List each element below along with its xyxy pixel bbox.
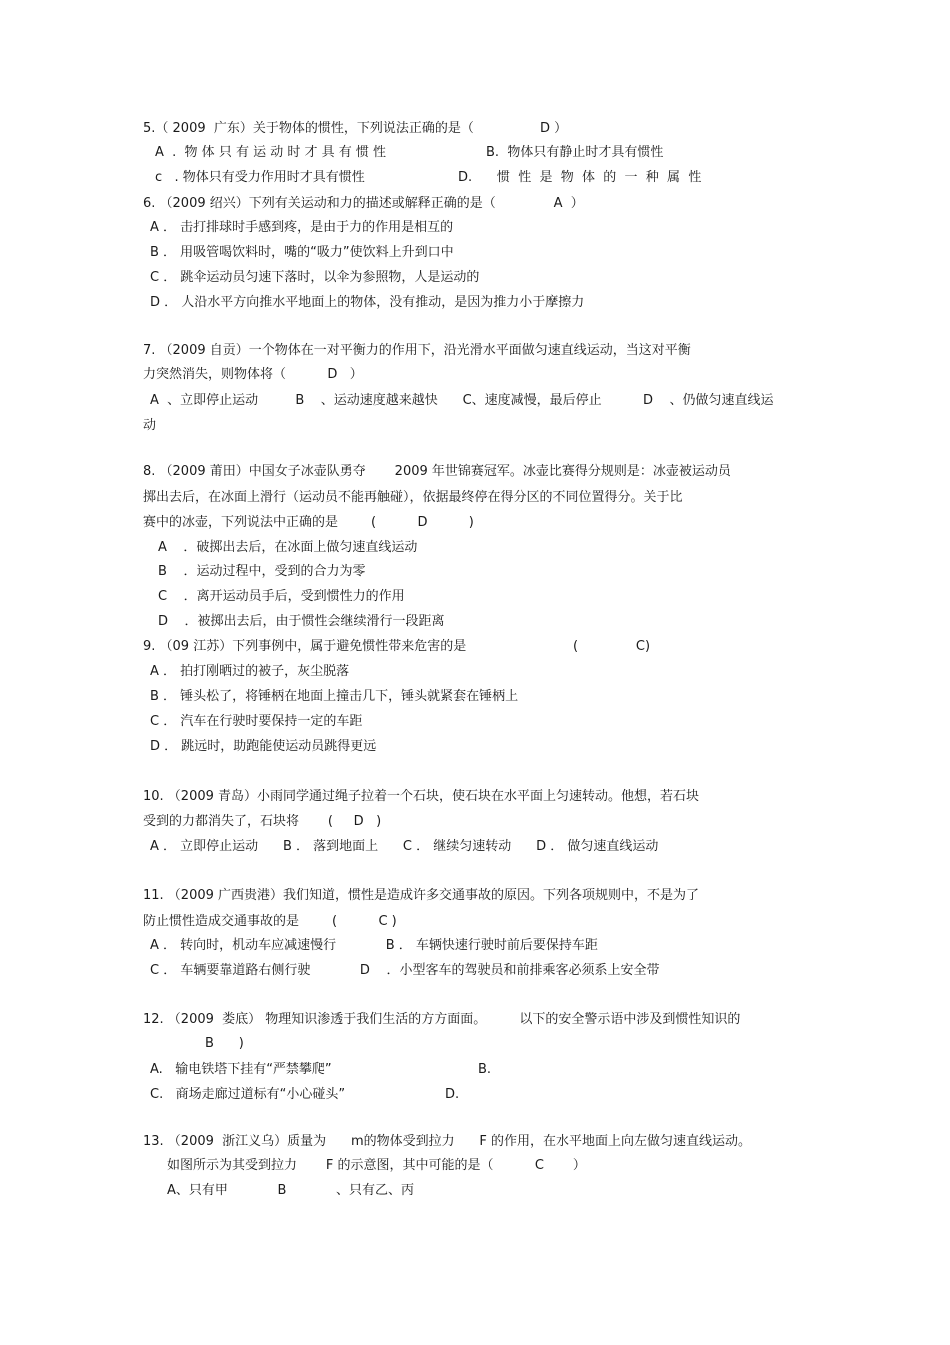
q6-option-c: C ． 跳伞运动员匀速下落时，以伞为参照物，人是运动的 [150, 270, 480, 285]
q5-option-d: D. 惯 性 是 物 体 的 一 种 属 性 [458, 170, 702, 185]
q7-options: A 、立即停止运动 B 、运动速度越来越快 C、速度减慢，最后停止 D 、仍做匀速直线运 [150, 393, 774, 408]
q9-stem: 9. （09 江苏）下列事例中，属于避免惯性带来危害的是 [143, 639, 467, 654]
q7-options-wrap: 动 [143, 418, 157, 433]
q9-option-c: C ． 汽车在行驶时要保持一定的车距 [150, 714, 363, 729]
q11-options-ab: A ． 转向时，机动车应减速慢行 B ． 车辆快速行驶时前后要保持车距 [150, 938, 598, 953]
q8-option-c: C ．离开运动员手后，受到惯性力的作用 [158, 589, 405, 604]
q12-option-c: C. 商场走廊过道标有“小心碰头” [150, 1087, 346, 1102]
q13-stem-line1: 13. （2009 浙江义乌）质量为 m的物体受到拉力 F 的作用，在水平地面上向左做匀速直线运动。 [143, 1134, 752, 1149]
q11-stem-line1: 11. （2009 广西贵港）我们知道，惯性是造成许多交通事故的原因。下列各项规则中，不是为了 [143, 888, 700, 903]
q9-option-d: D ． 跳远时，助跑能使运动员跳得更远 [150, 739, 377, 754]
q8-option-d: D ．被掷出去后，由于惯性会继续滑行一段距离 [158, 614, 445, 629]
q6-option-b: B ． 用吸管喝饮料时，嘴的“吸力”使饮料上升到口中 [150, 245, 454, 260]
q12-stem-line2: B ) [205, 1036, 244, 1051]
q7-stem-line2: 力突然消失，则物体将（ D ） [143, 367, 363, 382]
q6-stem: 6. （2009 绍兴）下列有关运动和力的描述或解释正确的是（ A ） [143, 196, 584, 211]
q8-option-b: B ．运动过程中，受到的合力为零 [158, 564, 366, 579]
q5-option-b: B. 物体只有静止时才具有惯性 [486, 145, 664, 160]
q13-stem-line2: 如图所示为其受到拉力 F 的示意图，其中可能的是（ C ） [167, 1158, 586, 1173]
q7-stem-line1: 7. （2009 自贡）一个物体在一对平衡力的作用下，沿光滑水平面做匀速直线运动，当这对平衡 [143, 343, 691, 358]
q12-option-b: B. [478, 1062, 492, 1077]
q11-options-cd: C ． 车辆要靠道路右侧行驶 D ．小型客车的驾驶员和前排乘客必须系上安全带 [150, 963, 660, 978]
q10-options: A ． 立即停止运动 B ． 落到地面上 C ． 继续匀速转动 D ． 做匀速直线运动 [150, 839, 659, 854]
q10-stem-line1: 10. （2009 青岛）小雨同学通过绳子拉着一个石块，使石块在水平面上匀速转动。他想，若石块 [143, 789, 700, 804]
q9-option-a: A ． 拍打刚晒过的被子，灰尘脱落 [150, 664, 350, 679]
q5-stem: 5.（ 2009 广东）关于物体的惯性，下列说法正确的是（ D ） [143, 121, 568, 136]
q9-option-b: B ． 锤头松了，将锤柄在地面上撞击几下，锤头就紧套在锤柄上 [150, 689, 519, 704]
q8-stem-line1: 8. （2009 莆田）中国女子冰壶队勇夺 2009 年世锦赛冠军。冰壶比赛得分规则是：冰壶被运动员 [143, 464, 731, 479]
q5-option-c: c . 物体只有受力作用时才具有惯性 [155, 170, 365, 185]
q6-option-d: D ． 人沿水平方向推水平地面上的物体，没有推动，是因为推力小于摩擦力 [150, 295, 585, 310]
q8-stem-line3: 赛中的冰壶，下列说法中正确的是 ( D ) [143, 515, 474, 530]
q12-option-d: D. [445, 1087, 460, 1102]
q9-answer: ( C) [573, 639, 651, 654]
q10-stem-line2: 受到的力都消失了，石块将 ( D ) [143, 814, 382, 829]
q12-option-a: A. 输电铁塔下挂有“严禁攀爬” [150, 1062, 332, 1077]
q8-stem-line2: 掷出去后，在冰面上滑行（运动员不能再触碰），依据最终停在得分区的不同位置得分。关于比 [143, 490, 683, 505]
q12-stem-line1: 12. （2009 娄底） 物理知识渗透于我们生活的方方面面。 以下的安全警示语中涉及到惯性知识的 [143, 1012, 741, 1027]
q8-option-a: A ．破掷出去后，在冰面上做匀速直线运动 [158, 540, 418, 555]
q11-stem-line2: 防止惯性造成交通事故的是 ( C ) [143, 914, 397, 929]
q6-option-a: A ． 击打排球时手感到疼，是由于力的作用是相互的 [150, 220, 454, 235]
q5-option-a: A . 物 体 只 有 运 动 时 才 具 有 惯 性 [155, 145, 387, 160]
q13-options: A、只有甲 B 、只有乙、丙 [167, 1183, 414, 1198]
